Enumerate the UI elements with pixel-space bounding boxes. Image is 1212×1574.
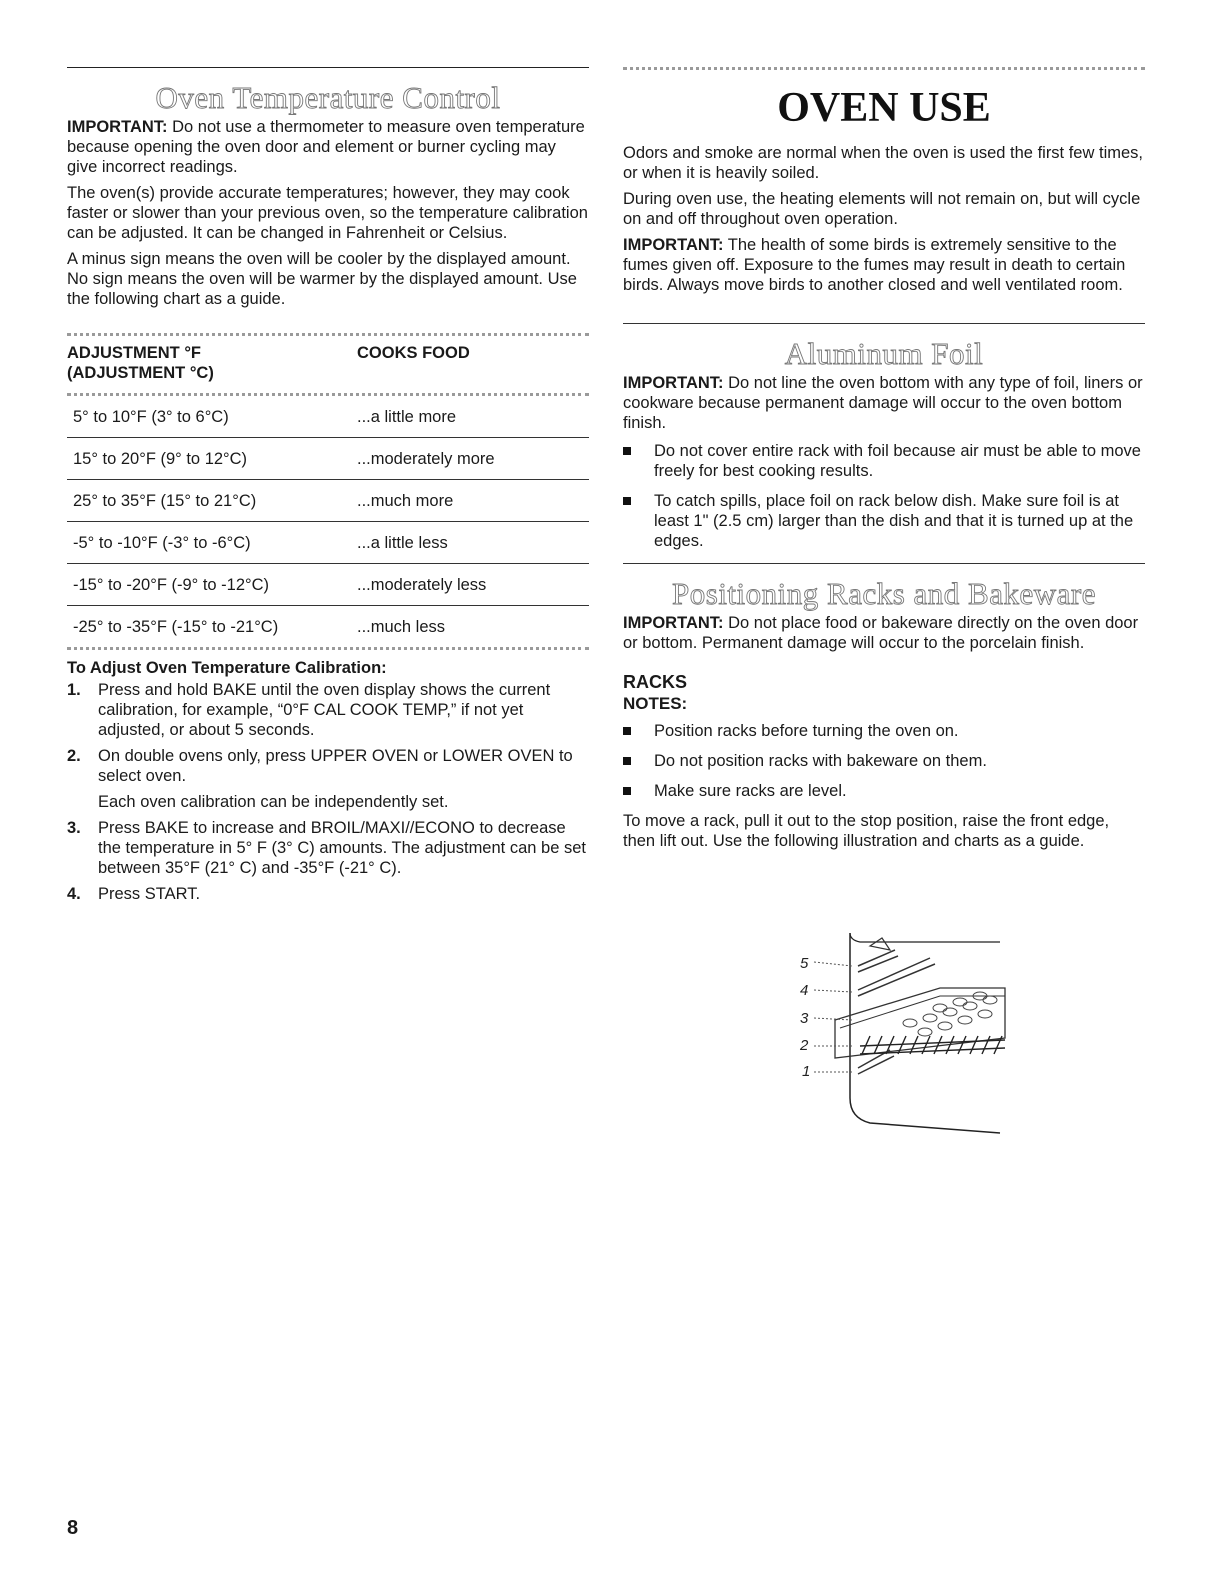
oven-rack-drawing: [790, 928, 1010, 1138]
step-note: Each oven calibration can be independently set.: [98, 793, 449, 811]
left-top-rule: [67, 67, 589, 68]
rack-label: 4: [800, 982, 809, 999]
row-cooks: ...a little less: [357, 522, 589, 564]
row-cooks: ...much more: [357, 480, 589, 522]
oven-use-intro: [623, 143, 1145, 301]
notes-list: [623, 721, 1145, 801]
racks-section-rule: [623, 563, 1145, 564]
table-top-rule: [67, 333, 589, 336]
step-item: [67, 746, 589, 812]
important-label: IMPORTANT:: [623, 374, 724, 392]
foil-important-paragraph: [623, 373, 1145, 433]
step-item: [67, 818, 589, 878]
racks-important-text: Do not place food or bakeware directly on the oven door or bottom. Permanent damage will occur to the porcelain finish.: [623, 614, 1139, 652]
calibration-heading: To Adjust Oven Temperature Calibration:: [67, 659, 387, 677]
step-item: [67, 680, 589, 740]
calibration-section: [67, 658, 589, 910]
row-adjustment: -5° to -10°F (-3° to -6°C): [67, 522, 357, 564]
step-text: Press BAKE to increase and BROIL/MAXI//ECONO to decrease the temperature in 5° F (3° C) amounts. The adjustment can be set between 35°F (21° C) and -35°F (-21° C).: [98, 819, 586, 877]
row-cooks: ...moderately less: [357, 564, 589, 606]
table-row: [67, 480, 589, 522]
table-row: [67, 522, 589, 564]
important-paragraph: [67, 117, 589, 177]
foil-section-rule: [623, 323, 1145, 324]
heating-elements-paragraph: During oven use, the heating elements will not remain on, but will cycle on and off throughout oven operation.: [623, 190, 1141, 228]
step-text: Press START.: [98, 885, 201, 903]
table-bottom-rule: [67, 647, 589, 650]
step-number: 4.: [67, 885, 81, 903]
row-cooks: ...a little more: [357, 396, 589, 438]
adjustment-table: [67, 337, 589, 647]
step-number: 3.: [67, 819, 81, 837]
rack-label: 1: [802, 1063, 811, 1080]
table-row: [67, 396, 589, 438]
birds-text: The health of some birds is extremely sensitive to the fumes given off. Exposure to the fumes may result in death to certain birds. Always move birds to another closed and well ventilated room.: [623, 236, 1126, 294]
rack-label: 3: [800, 1010, 809, 1027]
list-item: Make sure racks are level.: [623, 781, 1145, 801]
row-adjustment: -25° to -35°F (-15° to -21°C): [73, 618, 279, 636]
page-number: 8: [67, 1517, 79, 1539]
important-label: IMPORTANT:: [623, 614, 724, 632]
table-header-row: [67, 337, 589, 393]
step-number: 2.: [67, 747, 81, 765]
rack-label: 5: [800, 955, 809, 972]
oven-temperature-control-title: Oven Temperature Control: [155, 80, 501, 115]
header-adjustment-f: ADJUSTMENT °F: [67, 344, 202, 362]
list-item: To catch spills, place foil on rack below dish. Make sure foil is at least 1" (2.5 cm) larger than the dish and that it is turned up at the edges.: [623, 491, 1145, 551]
odors-paragraph: Odors and smoke are normal when the oven is used the first few times, or when it is heavily soiled.: [623, 144, 1143, 182]
foil-important-text: Do not line the oven bottom with any type of foil, liners or cookware because permanent damage will occur to the oven bottom finish.: [623, 374, 1143, 432]
foil-section: [623, 373, 1145, 561]
row-cooks: ...moderately more: [357, 438, 589, 480]
step-item: [67, 884, 589, 904]
oven-use-title: OVEN USE: [777, 85, 991, 131]
row-adjustment: 15° to 20°F (9° to 12°C): [67, 438, 357, 480]
aluminum-foil-title: Aluminum Foil: [784, 336, 984, 371]
table-row: [67, 606, 589, 648]
left-intro: [67, 117, 589, 315]
table-row: [67, 438, 589, 480]
table-row: [67, 564, 589, 606]
accuracy-paragraph: The oven(s) provide accurate temperatures; however, they may cook faster or slower than your previous oven, so the temperature calibration can be adjusted. It can be changed in Fahrenheit or Celsius.: [67, 184, 588, 242]
row-adjustment: -15° to -20°F (-9° to -12°C): [67, 564, 357, 606]
list-item: Position racks before turning the oven on.: [623, 721, 1145, 741]
positioning-racks-title: Positioning Racks and Bakeware: [672, 576, 1096, 611]
step-text: On double ovens only, press UPPER OVEN or LOWER OVEN to select oven.: [98, 747, 573, 785]
calibration-steps: [67, 680, 589, 904]
rack-position-illustration: [790, 928, 1010, 1138]
foil-bullets: [623, 441, 1145, 551]
minus-sign-paragraph: A minus sign means the oven will be cooler by the displayed amount. No sign means the oven will be warmer by the displayed amount. Use the following chart as a guide.: [67, 250, 577, 308]
step-number: 1.: [67, 681, 81, 699]
row-adjustment: 5° to 10°F (3° to 6°C): [67, 396, 357, 438]
racks-important-paragraph: [623, 613, 1145, 653]
important-label: IMPORTANT:: [623, 236, 724, 254]
table-header-adjustment: [67, 337, 357, 393]
move-rack-paragraph: To move a rack, pull it out to the stop position, raise the front edge, then lift out. Use the following illustration and charts as a guide.: [623, 812, 1110, 850]
list-item: Do not cover entire rack with foil because air must be able to move freely for best cooking results.: [623, 441, 1145, 481]
row-cooks: ...much less: [357, 618, 446, 636]
header-adjustment-c: (ADJUSTMENT °C): [67, 364, 214, 382]
racks-heading: RACKS: [623, 672, 688, 692]
important-text: Do not use a thermometer to measure oven temperature because opening the oven door and element or burner cycling may give incorrect readings.: [67, 118, 585, 176]
adjustment-table-wrap: [67, 337, 589, 647]
important-label: IMPORTANT:: [67, 118, 168, 136]
right-top-dotted-rule: [623, 67, 1145, 70]
list-item: Do not position racks with bakeware on them.: [623, 751, 1145, 771]
table-header-cooks-food: COOKS FOOD: [357, 344, 470, 362]
rack-label: 2: [800, 1037, 809, 1054]
racks-section: [623, 613, 1145, 857]
birds-paragraph: [623, 235, 1145, 295]
row-adjustment: 25° to 35°F (15° to 21°C): [67, 480, 357, 522]
step-text: Press and hold BAKE until the oven display shows the current calibration, for example, “0°F CAL COOK TEMP,” if not yet adjusted, or about 5 seconds.: [98, 681, 551, 739]
notes-heading: NOTES:: [623, 694, 688, 713]
